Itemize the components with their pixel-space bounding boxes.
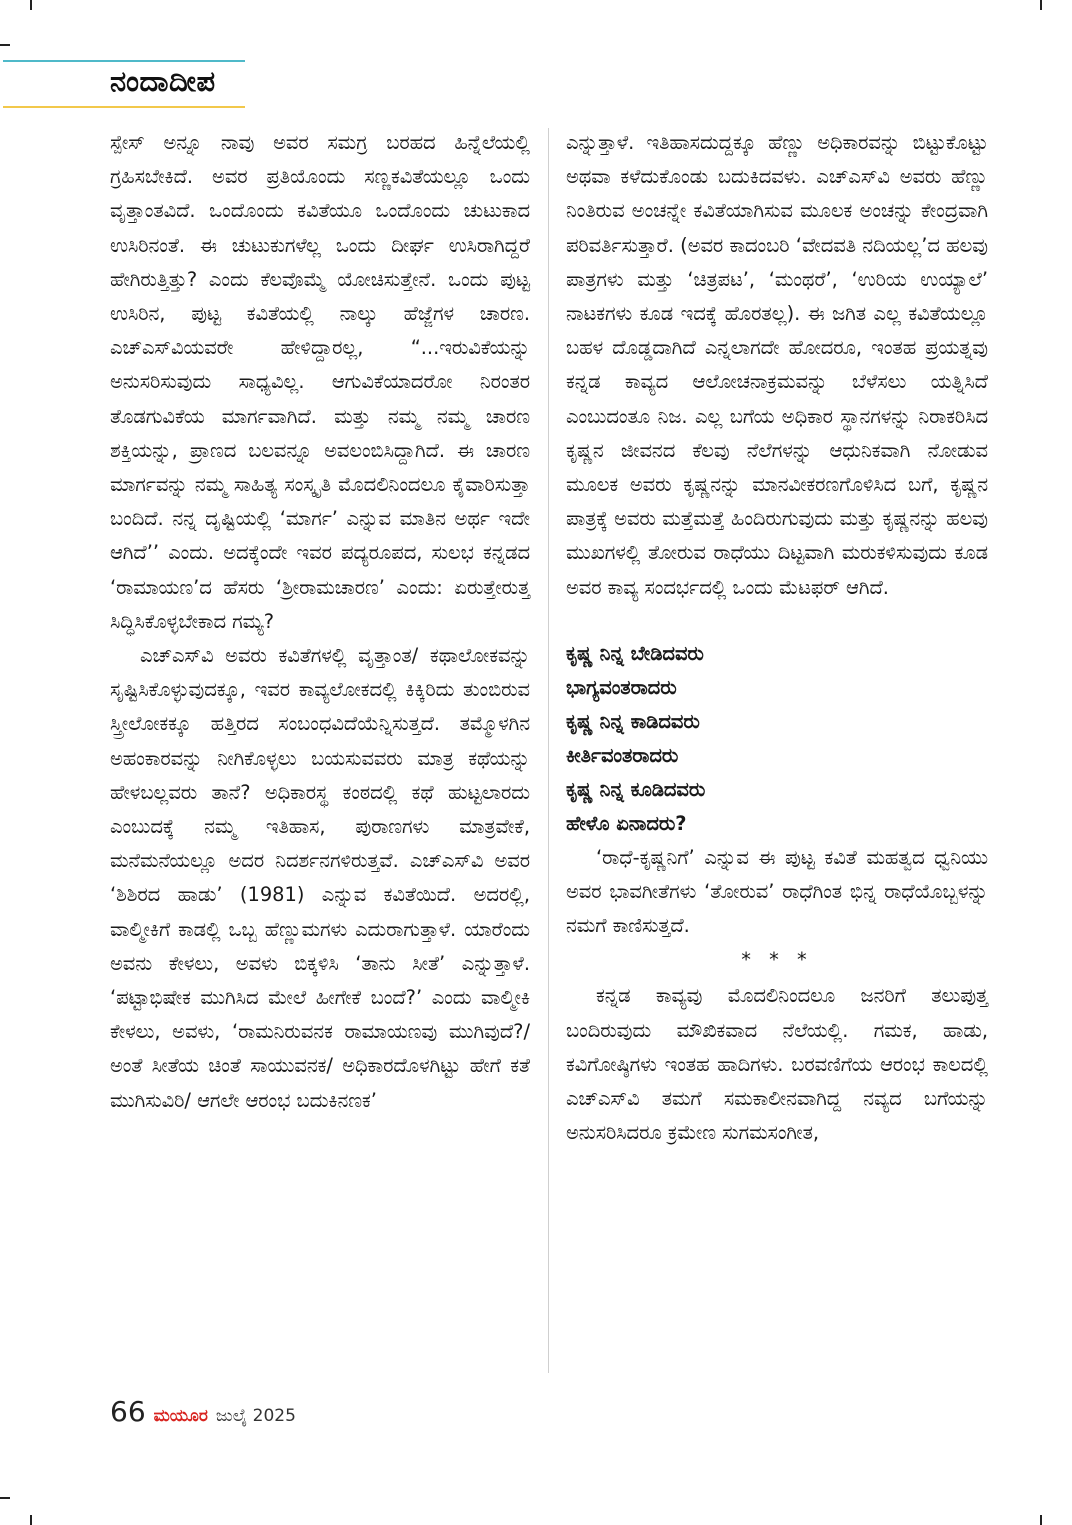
paragraph: ಎಚ್ಎಸ್‌ವಿ ಅವರು ಕವಿತೆಗಳಲ್ಲಿ ವೃತ್ತಾಂತ/ ಕಥಾಲೋಕವನ್ನು ಸೃಷ್ಟಿಸಿಕೊಳ್ಳುವುದಕ್ಕೂ, ಇವರ ಕಾವ್ಯಲೋಕದಲ್ಲಿ ಕಿಕ್ಕಿರಿದು ತುಂಬಿರುವ ಸ್ತ್ರೀಲೋಕಕ್ಕೂ ಹತ್ತಿರದ ಸಂಬಂಧವಿದೆಯೆನ್ನಿಸುತ್ತದೆ. ತಮ್ಮೊಳಗಿನ ಅಹಂಕಾರವನ್ನು ನೀಗಿಕೊಳ್ಳಲು ಬಯಸುವವರು ಮಾತ್ರ ಕಥೆಯನ್ನು ಹೇಳಬಲ್ಲವರು ತಾನೆ? ಅಧಿಕಾರಸ್ಥ ಕಂಠದಲ್ಲಿ ಕಥೆ ಹುಟ್ಟಲಾರದು ಎಂಬುದಕ್ಕೆ ನಮ್ಮ ಇತಿಹಾಸ, ಪುರಾಣಗಳು ಮಾತ್ರವೇಕೆ, ಮನೆಮನೆಯಲ್ಲೂ ಅದರ ನಿದರ್ಶನಗಳಿರುತ್ತವೆ. ಎಚ್ಎಸ್‌ವಿ ಅವರ ‘ಶಿಶಿರದ ಹಾಡು’ (1981) ಎನ್ನುವ ಕವಿತೆಯಿದೆ. ಅದರಲ್ಲಿ, ವಾಲ್ಮೀಕಿಗೆ ಕಾಡಲ್ಲಿ ಒಬ್ಬ ಹೆಣ್ಣುಮಗಳು ಎದುರಾಗುತ್ತಾಳೆ. ಯಾರೆಂದು ಅವನು ಕೇಳಲು, ಅವಳು ಬಿಕ್ಕಳಿಸಿ ‘ತಾನು ಸೀತೆ’ ಎನ್ನುತ್ತಾಳೆ. ‘ಪಟ್ಟಾಭಿಷೇಕ ಮುಗಿಸಿದ ಮೇಲೆ ಹೀಗೇಕೆ ಬಂದೆ?’ ಎಂದು ವಾಲ್ಮೀಕಿ ಕೇಳಲು, ಅವಳು, ‘ರಾಮನಿರುವನಕ ರಾಮಾಯಣವು ಮುಗಿವುದೆ?/ ಅಂತೆ ಸೀತೆಯ ಚಿಂತೆ ಸಾಯುವನಕ/ ಅಧಿಕಾರದೊಳಗಿಟ್ಟು ಹೇಗೆ ಕತೆ ಮುಗಿಸುವಿರಿ/ ಆಗಲೇ ಆರಂಭ ಬದುಕಿನಣಕ’ (110, 644, 530, 1112)
section-separator: * * * (741, 948, 813, 972)
header-top-rule (3, 60, 245, 62)
crop-mark (30, 0, 32, 10)
poem-line: ಕೃಷ್ಣ ನಿನ್ನ ಕೂಡಿದವರು (566, 777, 706, 801)
magazine-logo: ಮಯೂರ (153, 1406, 208, 1426)
crop-mark (1040, 0, 1042, 10)
poem-line: ಕೃಷ್ಣ ನಿನ್ನ ಬೇಡಿದವರು (566, 641, 704, 665)
page-footer (110, 1395, 296, 1428)
column-divider (548, 128, 549, 1373)
poem-excerpt (566, 637, 988, 841)
issue-date: ಜುಲೈ 2025 (215, 1406, 296, 1426)
section-title: ನಂದಾದೀಪ (110, 64, 216, 98)
paragraph: ಕನ್ನಡ ಕಾವ್ಯವು ಮೊದಲಿನಿಂದಲೂ ಜನರಿಗೆ ತಲುಪುತ್ತ ಬಂದಿರುವುದು ಮೌಖಿಕವಾದ ನೆಲೆಯಲ್ಲಿ. ಗಮಕ, ಹಾಡು, ಕವಿಗೋಷ್ಠಿಗಳು ಇಂತಹ ಹಾದಿಗಳು. ಬರವಣಿಗೆಯ ಆರಂಭ ಕಾಲದಲ್ಲಿ ಎಚ್ಎಸ್‌ವಿ ತಮಗೆ ಸಮಕಾಲೀನವಾಗಿದ್ದ ನವ್ಯದ ಬಗೆಯನ್ನು ಅನುಸರಿಸಿದರೂ ಕ್ರಮೇಣ ಸುಗಮಸಂಗೀತ, (566, 984, 988, 1145)
page-number: 66 (110, 1395, 146, 1428)
right-column (566, 126, 988, 1150)
header-bottom-rule (3, 106, 245, 108)
poem-line: ಭಾಗ್ಯವಂತರಾದರು (566, 675, 677, 699)
paragraph: ಸ್ಪೇಸ್ ಅನ್ನೂ ನಾವು ಅವರ ಸಮಗ್ರ ಬರಹದ ಹಿನ್ನೆಲೆಯಲ್ಲಿ ಗ್ರಹಿಸಬೇಕಿದೆ. ಅವರ ಪ್ರತಿಯೊಂದು ಸಣ್ಣಕವಿತೆಯಲ್ಲೂ ಒಂದು ವೃತ್ತಾಂತವಿದೆ. ಒಂದೊಂದು ಕವಿತೆಯೂ ಒಂದೊಂದು ಚುಟುಕಾದ ಉಸಿರಿನಂತೆ. ಈ ಚುಟುಕುಗಳೆಲ್ಲ ಒಂದು ದೀರ್ಘ ಉಸಿರಾಗಿದ್ದರೆ ಹೇಗಿರುತ್ತಿತ್ತು? ಎಂದು ಕೆಲವೊಮ್ಮೆ ಯೋಚಿಸುತ್ತೇನೆ. ಒಂದು ಪುಟ್ಟ ಉಸಿರಿನ, ಪುಟ್ಟ ಕವಿತೆಯಲ್ಲಿ ನಾಲ್ಕು ಹೆಜ್ಜೆಗಳ ಚಾರಣ. ಎಚ್ಎಸ್‌ವಿಯವರೇ ಹೇಳಿದ್ದಾರಲ್ಲ, “...ಇರುವಿಕೆಯನ್ನು ಅನುಸರಿಸುವುದು ಸಾಧ್ಯವಿಲ್ಲ. ಆಗುವಿಕೆಯಾದರೋ ನಿರಂತರ ತೊಡಗುವಿಕೆಯ ಮಾರ್ಗವಾಗಿದೆ. ಮತ್ತು ನಮ್ಮ ನಮ್ಮ ಚಾರಣ ಶಕ್ತಿಯನ್ನು, ಪ್ರಾಣದ ಬಲವನ್ನೂ ಅವಲಂಬಿಸಿದ್ದಾಗಿದೆ. ಈ ಚಾರಣ ಮಾರ್ಗವನ್ನು ನಮ್ಮ ಸಾಹಿತ್ಯ ಸಂಸ್ಕೃತಿ ಮೊದಲಿನಿಂದಲೂ ಕೈವಾರಿಸುತ್ತಾ ಬಂದಿದೆ. ನನ್ನ ದೃಷ್ಟಿಯಲ್ಲಿ ‘ಮಾರ್ಗ’ ಎನ್ನುವ ಮಾತಿನ ಅರ್ಥ ಇದೇ ಆಗಿದೆ’’ ಎಂದು. ಅದಕ್ಕೆಂದೇ ಇವರ ಪದ್ಯರೂಪದ, ಸುಲಭ ಕನ್ನಡದ ‘ರಾಮಾಯಣ’ದ ಹೆಸರು ‘ಶ್ರೀರಾಮಚಾರಣ’ ಎಂದು: ಏರುತ್ತೇರುತ್ತ ಸಿದ್ಧಿಸಿಕೊಳ್ಳಬೇಕಾದ ಗಮ್ಯ? (110, 131, 530, 633)
poem-line: ಕೀರ್ತಿವಂತರಾದರು (566, 743, 679, 767)
poem-line: ಕೃಷ್ಣ ನಿನ್ನ ಕಾಡಿದವರು (566, 709, 700, 733)
poem-line: ಹೇಳೊ ಏನಾದರು? (566, 811, 687, 835)
crop-mark (1040, 1515, 1042, 1525)
left-column (110, 126, 530, 1118)
crop-mark (30, 1515, 32, 1525)
crop-mark (0, 1497, 10, 1499)
crop-mark (0, 44, 10, 46)
paragraph: ಎನ್ನುತ್ತಾಳೆ. ಇತಿಹಾಸದುದ್ದಕ್ಕೂ ಹೆಣ್ಣು ಅಧಿಕಾರವನ್ನು ಬಿಟ್ಟುಕೊಟ್ಟು ಅಥವಾ ಕಳೆದುಕೊಂಡು ಬದುಕಿದವಳು. ಎಚ್ಎಸ್‌ವಿ ಅವರು ಹೆಣ್ಣು ನಿಂತಿರುವ ಅಂಚನ್ನೇ ಕವಿತೆಯಾಗಿಸುವ ಮೂಲಕ ಅಂಚನ್ನು ಕೇಂದ್ರವಾಗಿ ಪರಿವರ್ತಿಸುತ್ತಾರೆ. (ಅವರ ಕಾದಂಬರಿ ‘ವೇದವತಿ ನದಿಯಲ್ಲ’ದ ಹಲವು ಪಾತ್ರಗಳು ಮತ್ತು ‘ಚಿತ್ರಪಟ’, ‘ಮಂಥರೆ’, ‘ಉರಿಯ ಉಯ್ಯಾಲೆ’ ನಾಟಕಗಳು ಕೂಡ ಇದಕ್ಕೆ ಹೊರತಲ್ಲ). ಈ ಜಗಿತ ಎಲ್ಲ ಕವಿತೆಯಲ್ಲೂ ಬಹಳ ದೊಡ್ಡದಾಗಿದೆ ಎನ್ನಲಾಗದೇ ಹೋದರೂ, ಇಂತಹ ಪ್ರಯತ್ನವು ಕನ್ನಡ ಕಾವ್ಯದ ಆಲೋಚನಾಕ್ರಮವನ್ನು ಬೆಳೆಸಲು ಯತ್ನಿಸಿದೆ ಎಂಬುದಂತೂ ನಿಜ. ಎಲ್ಲ ಬಗೆಯ ಅಧಿಕಾರ ಸ್ಥಾನಗಳನ್ನು ನಿರಾಕರಿಸಿದ ಕೃಷ್ಣನ ಜೀವನದ ಕೆಲವು ನೆಲೆಗಳನ್ನು ಆಧುನಿಕವಾಗಿ ನೋಡುವ ಮೂಲಕ ಅವರು ಕೃಷ್ಣನನ್ನು ಮಾನವೀಕರಣಗೊಳಿಸಿದ ಬಗೆ, ಕೃಷ್ಣನ ಪಾತ್ರಕ್ಕೆ ಅವರು ಮತ್ತೆಮತ್ತೆ ಹಿಂದಿರುಗುವುದು ಮತ್ತು ಕೃಷ್ಣನನ್ನು ಹಲವು ಮುಖಗಳಲ್ಲಿ ತೋರುವ ರಾಧೆಯು ದಿಟ್ಟವಾಗಿ ಮರುಕಳಿಸುವುದು ಕೂಡ ಅವರ ಕಾವ್ಯ ಸಂದರ್ಭದಲ್ಲಿ ಒಂದು ಮೆಟಫರ್ ಆಗಿದೆ. (566, 131, 988, 599)
paragraph: ‘ರಾಧೆ-ಕೃಷ್ಣನಿಗೆ’ ಎನ್ನುವ ಈ ಪುಟ್ಟ ಕವಿತೆ ಮಹತ್ವದ ಧ್ವನಿಯು ಅವರ ಭಾವಗೀತೆಗಳು ‘ತೋರುವ’ ರಾಧೆಗಿಂತ ಭಿನ್ನ ರಾಧೆಯೊಬ್ಬಳನ್ನು ನಮಗೆ ಕಾಣಿಸುತ್ತದೆ. (566, 845, 988, 938)
